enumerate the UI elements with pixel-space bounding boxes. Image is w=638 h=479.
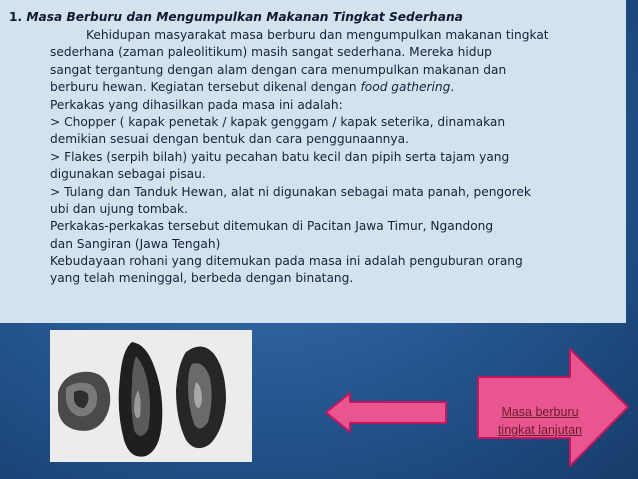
text-line: Kebudayaan rohani yang ditemukan pada masa ini adalah penguburan orang	[50, 254, 523, 269]
section-heading	[9, 9, 463, 26]
text-line: sederhana (zaman paleolitikum) masih sangat sederhana. Mereka hidup	[50, 45, 492, 60]
text-line: digunakan sebagai pisau.	[50, 167, 206, 182]
text-line: ubi dan ujung tombak.	[50, 201, 188, 216]
section-number: 1.	[9, 10, 23, 24]
next-topic-line: tingkat lanjutan	[497, 423, 583, 437]
text-line: yang telah meninggal, berbeda dengan binatang.	[50, 271, 354, 286]
emphasis-term: food gathering	[360, 80, 451, 95]
text-line: demikian sesuai dengan bentuk dan cara penggunaannya.	[50, 132, 409, 147]
text-line: sangat tergantung dengan alam dengan cara menumpulkan makanan dan	[50, 62, 507, 77]
section-title: Masa Berburu dan Mengumpulkan Makanan Tingkat Sederhana	[26, 10, 463, 24]
text-line: > Tulang dan Tanduk Hewan, alat ni digunakan sebagai mata panah, pengorek	[50, 184, 531, 199]
stone-tools-photo	[50, 330, 252, 462]
text-line: Perkakas yang dihasilkan pada masa ini adalah:	[50, 97, 343, 112]
previous-arrow-button[interactable]	[323, 390, 450, 435]
stone-tools-image	[50, 330, 252, 462]
next-topic-link[interactable]	[476, 403, 604, 439]
text-line	[50, 79, 620, 96]
text-line: Perkakas-perkakas tersebut ditemukan di Pacitan Jawa Timur, Ngandong	[50, 219, 494, 234]
body-text	[50, 27, 620, 288]
text-line: > Chopper ( kapak penetak / kapak genggam / kapak seterika, dinamakan	[50, 114, 506, 129]
text-line: Kehidupan masyarakat masa berburu dan mengumpulkan makanan tingkat	[86, 28, 549, 42]
text-line: > Flakes (serpih bilah) yaitu pecahan batu kecil dan pipih serta tajam yang	[50, 149, 510, 164]
text-line: dan Sangiran (Jawa Tengah)	[50, 236, 221, 251]
text-span: berburu hewan. Kegiatan tersebut dikenal dengan	[50, 80, 361, 95]
next-topic-line: Masa berburu	[501, 405, 579, 419]
text-span: .	[450, 80, 455, 95]
